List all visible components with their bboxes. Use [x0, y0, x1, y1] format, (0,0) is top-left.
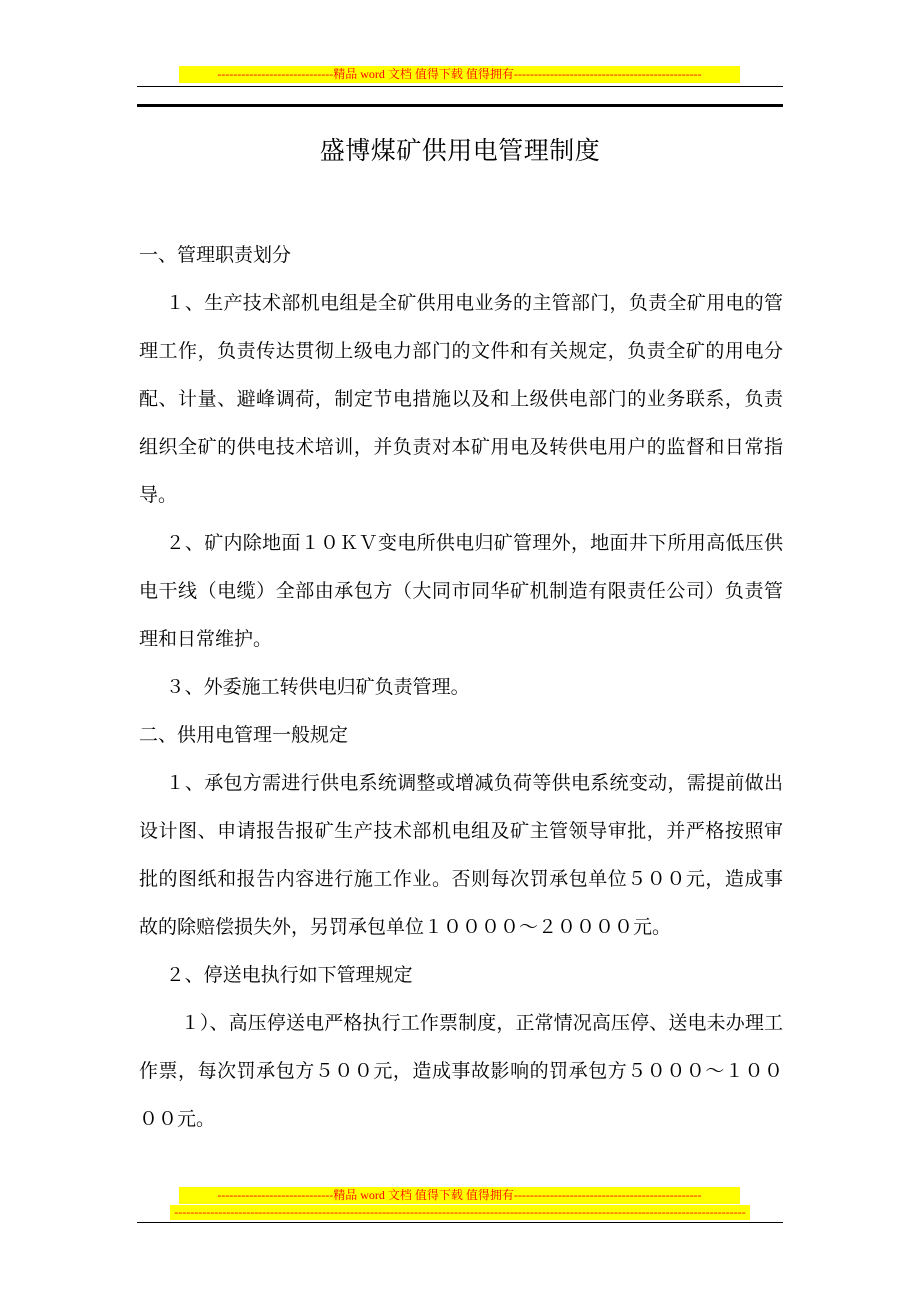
section-heading: 一、管理职责划分	[139, 244, 292, 266]
footer-banner: -----------------------------精品 word 文档 值得下载 值得拥有-----------------------------------------------	[179, 1187, 740, 1204]
paragraph: １）、高压停送电严格执行工作票制度，正常情况高压停、送电未办理工作票，每次罚承包方５００元，造成事故影响的罚承包方５０００～１００００元。	[139, 1012, 783, 1130]
paragraph: ３、外委施工转供电归矿负责管理。	[165, 676, 470, 698]
header-banner: -----------------------------精品 word 文档 值得下载 值得拥有-----------------------------------------------	[179, 66, 740, 83]
paragraph: １、生产技术部机电组是全矿供用电业务的主管部门，负责全矿用电的管理工作，负责传达贯彻上级电力部门的文件和有关规定，负责全矿的用电分配、计量、避峰调荷，制定节电措施以及和上级供电部门的业务联系，负责组织全矿的供电技术培训，并负责对本矿用电及转供电用户的监督和日常指导。	[139, 292, 783, 506]
paragraph: ２、矿内除地面１０ＫＶ变电所供电归矿管理外，地面井下所用高低压供电干线（电缆）全部由承包方（大同市同华矿机制造有限责任公司）负责管理和日常维护。	[139, 532, 783, 650]
header-rule-thick	[137, 104, 783, 107]
document-body	[139, 231, 783, 1143]
paragraph: １、承包方需进行供电系统调整或增减负荷等供电系统变动，需提前做出设计图、申请报告报矿生产技术部机电组及矿主管领导审批，并严格按照审批的图纸和报告内容进行施工作业。否则每次罚承包单位５００元，造成事故的除赔偿损失外，另罚承包单位１００００～２００００元。	[139, 772, 783, 938]
paragraph: ２、停送电执行如下管理规定	[165, 964, 413, 986]
document-title: 盛博煤矿供用电管理制度	[319, 136, 601, 165]
footer-dash-line: -----------------------------------------------------------------------------------------------------------------------------------------------	[170, 1205, 750, 1220]
header-rule-thin	[137, 86, 783, 87]
section-heading: 二、供用电管理一般规定	[139, 724, 349, 746]
footer-rule	[137, 1222, 783, 1223]
